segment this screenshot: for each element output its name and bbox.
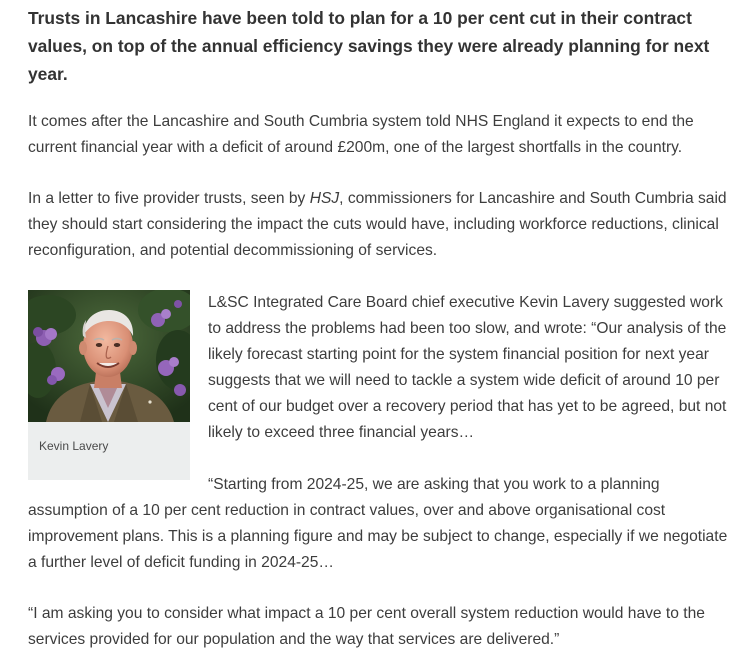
article-standfirst: Trusts in Lancashire have been told to plan for a 10 per cent cut in their contract values, on top of the annual efficiency savings they were already planning for next year. — [28, 8, 710, 84]
article-paragraph: L&SC Integrated Care Board chief executive Kevin Lavery suggested work to address the problems had been too slow, and wrote: “Our analysis of the likely forecast starting point for the system financial position for next year suggests that we will need to tackle a system wide deficit of around 10 per cent of our budget over a recovery period that has yet to be agreed, but not likely to exceed three financial years… — [208, 294, 727, 441]
article-paragraph: It comes after the Lancashire and South Cumbria system told NHS England it expects to end the current financial year with a deficit of around £200m, one of the largest shortfalls in the country. — [28, 113, 694, 156]
article-body — [28, 4, 728, 653]
paragraph-text: , commissioners for Lancashire and South Cumbria said they should start considering the impact the cuts would have, including workforce reductions, clinical reconfiguration, and potential decommissioning of services. — [28, 190, 727, 259]
portrait-photo — [28, 290, 190, 422]
article-paragraph: “Starting from 2024-25, we are asking that you work to a planning assumption of a 10 per cent reduction in contract values, over and above organisational cost improvement plans. This is a planning figure and may be subject to change, especially if we negotiate a further level of deficit funding in 2024-25… — [28, 476, 728, 571]
article-paragraph: “I am asking you to consider what impact a 10 per cent overall system reduction would have to the services provided for our population and the way that services are delivered.” — [28, 605, 705, 648]
paragraph-text: In a letter to five provider trusts, seen by — [28, 190, 310, 207]
figure-caption: Kevin Lavery — [39, 439, 109, 453]
article-paragraph — [28, 186, 728, 264]
article-figure-block — [28, 290, 728, 576]
article-figure — [28, 290, 190, 480]
publication-name: HSJ — [309, 190, 340, 207]
